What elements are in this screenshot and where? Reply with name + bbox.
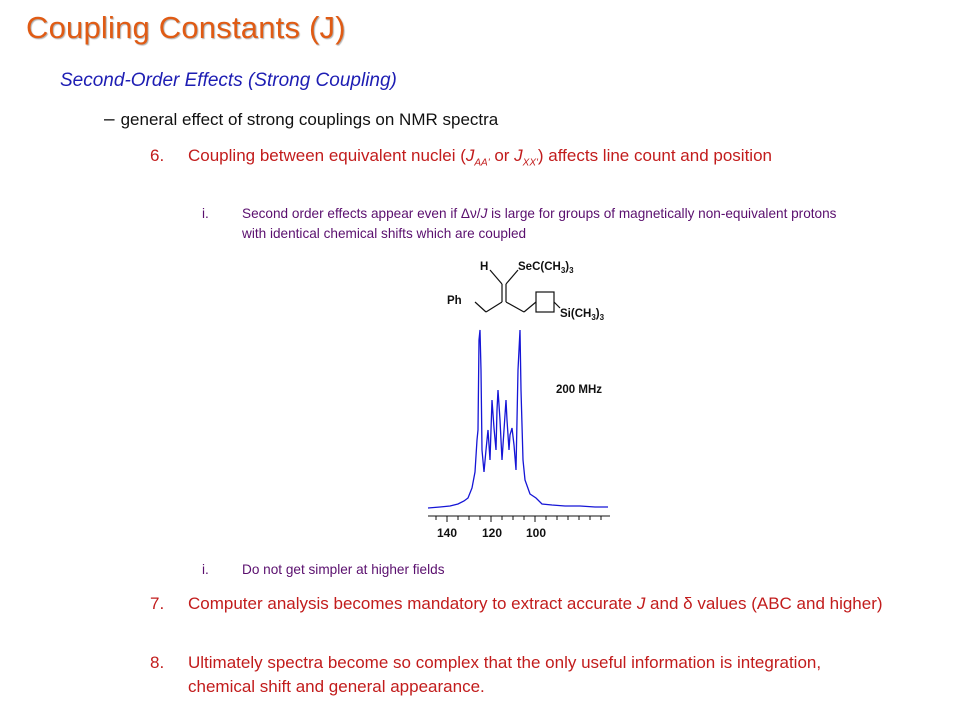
section-subtitle: Second-Order Effects (Strong Coupling) bbox=[60, 70, 397, 91]
mol-h: H bbox=[480, 261, 489, 273]
mol-si-group: $Si(CH_3)_3$ bbox=[560, 308, 605, 322]
sub-item-number: i. bbox=[202, 206, 209, 221]
mol-se-group: $SeC(CH_3)_3$ bbox=[518, 261, 574, 275]
item-text: Coupling between equivalent nuclei ($J_{AA'}$ or $J_{XX'}$) affects line count and position bbox=[188, 146, 772, 169]
slide-title: Coupling Constants (J) bbox=[26, 10, 346, 45]
item-text: Computer analysis becomes mandatory to extract accurate J and δ values (ABC and higher) bbox=[188, 594, 883, 613]
sub-item-i-second bbox=[202, 560, 862, 580]
tick-120: 120 bbox=[482, 526, 503, 540]
axis-ticks bbox=[436, 516, 601, 522]
tick-140: 140 bbox=[437, 526, 458, 540]
sub-item-i-first bbox=[202, 204, 862, 244]
dash-bullet-text: general effect of strong couplings on NMR spectra bbox=[120, 110, 499, 129]
nmr-figure bbox=[420, 250, 620, 550]
item-number: 7. bbox=[150, 594, 165, 613]
numbered-item-8 bbox=[150, 651, 890, 699]
item-number: 8. bbox=[150, 653, 165, 672]
dash-bullet: – bbox=[104, 109, 115, 130]
numbered-item-6 bbox=[150, 144, 890, 175]
dash-bullet-item bbox=[104, 109, 498, 131]
spectrum-trace bbox=[428, 330, 608, 508]
sub-item-number: i. bbox=[202, 562, 209, 577]
field-strength-label: 200 MHz bbox=[556, 384, 603, 396]
item-text: Ultimately spectra become so complex that the only useful information is integration, chemical shift and general appearance. bbox=[188, 653, 822, 696]
sub-item-text: Second order effects appear even if Δν/J is large for groups of magnetically non-equivalent protons with identical chemical shifts which are coupled bbox=[242, 206, 837, 241]
mol-ph: Ph bbox=[447, 295, 462, 307]
item-number: 6. bbox=[150, 146, 165, 165]
nmr-spectrum-svg bbox=[420, 250, 620, 550]
sub-item-text: Do not get simpler at higher fields bbox=[242, 562, 445, 577]
tick-100: 100 bbox=[526, 526, 547, 540]
molecule-structure bbox=[475, 270, 560, 312]
numbered-item-7 bbox=[150, 592, 890, 616]
